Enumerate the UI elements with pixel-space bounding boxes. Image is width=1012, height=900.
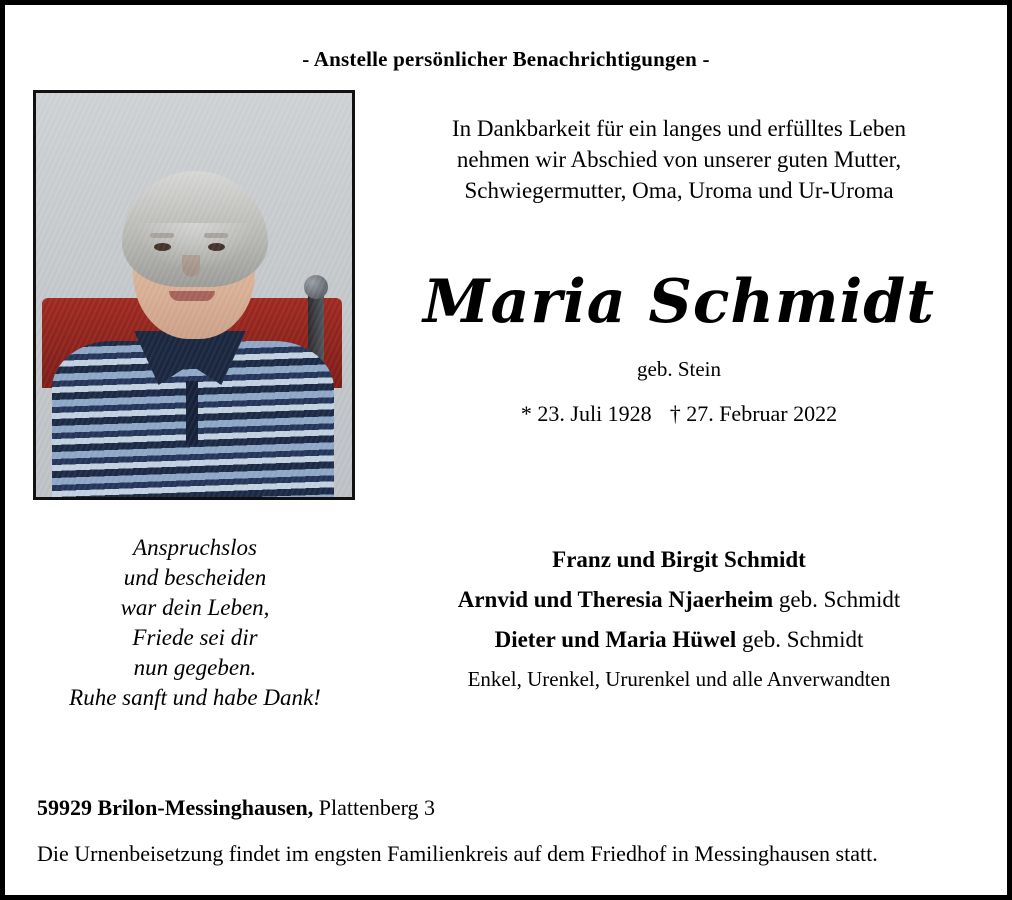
poem-line-6: Ruhe sanft und habe Dank! [69,685,321,710]
intro-line-3: Schwiegermutter, Oma, Uroma und Ur-Uroma [464,178,894,203]
poem-line-2: und bescheiden [123,565,267,590]
deceased-birth-name: geb. Stein [637,357,721,381]
family-row [365,580,993,620]
family-name-suffix: geb. Schmidt [773,587,901,612]
eye-left [154,243,171,251]
neck [162,305,224,361]
memorial-poem [35,533,355,713]
intro-line-2: nehmen wir Abschied von unserer guten Mutter, [456,147,902,172]
eye-right [208,243,225,251]
family-name-bold: Franz und Birgit Schmidt [552,547,806,572]
address-street: Plattenberg 3 [313,795,436,820]
funeral-note: Die Urnenbeisetzung findet im engsten Familienkreis auf dem Friedhof in Messinghausen statt. [37,841,878,866]
striped-shirt [52,341,334,500]
family-name-suffix: geb. Schmidt [736,627,864,652]
portrait-frame [33,90,355,500]
portrait-photo [36,93,352,497]
mouth [169,291,215,301]
shirt-placket [186,381,198,445]
hair [122,171,268,287]
family-name-bold: Dieter und Maria Hüwel [494,627,737,652]
poem-line-3: war dein Leben, [120,595,270,620]
notice-headline: - Anstelle persönlicher Benachrichtigungen - [302,47,710,71]
face [133,189,255,339]
family-row [365,540,993,580]
eyebrow-right [204,233,228,238]
intro-text [365,113,993,206]
chair-armrest [308,288,324,408]
nose [182,255,200,277]
family-descendants: Enkel, Urenkel, Ururenkel und alle Anverwandten [467,667,891,691]
poem-line-5: nun gegeben. [133,655,257,680]
family-row [365,620,993,660]
poem-line-4: Friede sei dir [132,625,258,650]
death-date: † 27. Februar 2022 [669,401,838,426]
chair-backrest [42,298,342,388]
intro-line-1: In Dankbarkeit für ein langes und erfülltes Leben [451,116,907,141]
shirt-collar [134,331,246,385]
deceased-name: Maria Schmidt [423,267,935,337]
address-line [37,795,435,821]
family-name-bold: Arnvid und Theresia Njaerheim [457,587,774,612]
birth-date: * 23. Juli 1928 [520,401,652,426]
poem-line-1: Anspruchslos [133,535,257,560]
life-dates [365,401,993,427]
family-list [365,540,993,698]
chair-knob [304,275,328,299]
address-city: 59929 Brilon-Messinghausen, [37,795,314,820]
eyebrow-left [150,233,174,238]
